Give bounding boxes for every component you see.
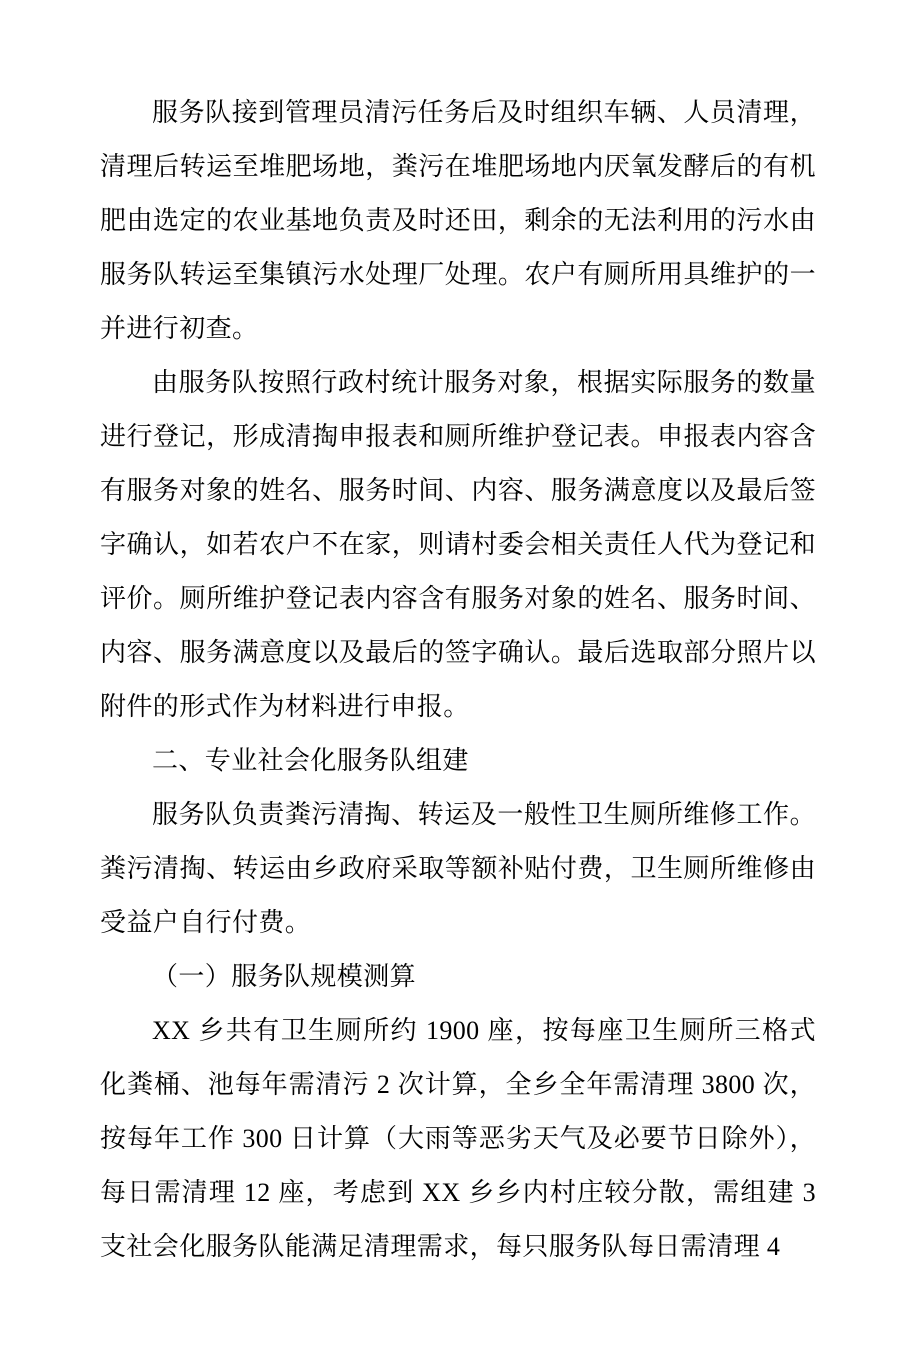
subsection-heading: （一）服务队规模测算 xyxy=(152,962,417,991)
section-heading: 二、专业社会化服务队组建 xyxy=(152,746,469,775)
body-paragraph-2: 由服务队按照行政村统计服务对象，根据实际服务的数量进行登记，形成清掏申报表和厕所维护登记表。申报表内容含有服务对象的姓名、服务时间、内容、服务满意度以及最后签字确认，如若农户不在家，则请村委会相关责任人代为登记和评价。厕所维护登记表内容含有服务对象的姓名、服务时间、内容、服务满意度以及最后的签字确认。最后选取部分照片以附件的形式作为材料进行申报。 xyxy=(100,368,816,721)
body-paragraph-3: 服务队负责粪污清掏、转运及一般性卫生厕所维修工作。粪污清掏、转运由乡政府采取等额补贴付费，卫生厕所维修由受益户自行付费。 xyxy=(100,800,816,937)
body-paragraph-4: XX 乡共有卫生厕所约 1900 座，按每座卫生厕所三格式化粪桶、池每年需清污 2 次计算，全乡全年需清理 3800 次，按每年工作 300 日计算（大雨等恶劣天气及必要节日除外），每日需清理 12 座，考虑到 XX 乡乡内村庄较分散，需组建 3 支社会化服务队能满足清理需求，每只服务队每日需清理 4 xyxy=(100,1016,816,1261)
body-paragraph-1: 服务队接到管理员清污任务后及时组织车辆、人员清理，清理后转运至堆肥场地，粪污在堆肥场地内厌氧发酵后的有机肥由选定的农业基地负责及时还田，剩余的无法利用的污水由服务队转运至集镇污水处理厂处理。农户有厕所用具维护的一并进行初查。 xyxy=(100,98,816,343)
